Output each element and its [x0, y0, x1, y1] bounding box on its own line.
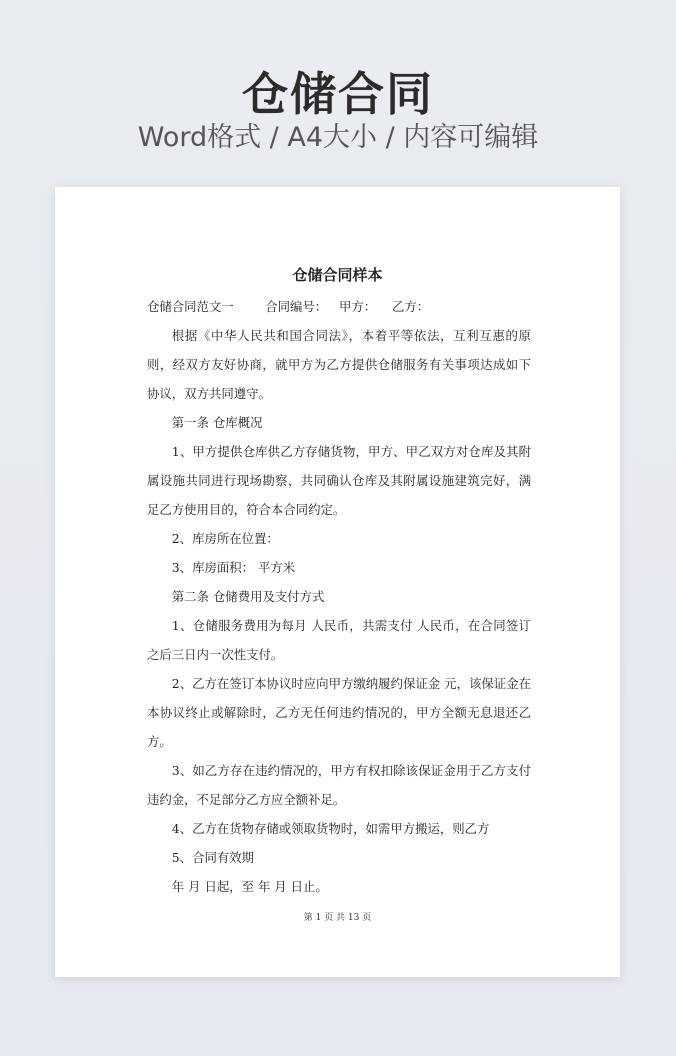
article-heading-2: 第二条 仓储费用及支付方式: [171, 589, 325, 604]
paragraph-clause: 1、甲方提供仓库供乙方存储货物，甲方、甲乙双方对仓库及其附属设施共同进行现场勘察，共同确认仓库及其附属设施建筑完好，满足乙方使用目的，符合本合同约定。: [147, 444, 531, 517]
banner-subtitle: Word格式 / A4大小 / 内容可编辑: [137, 122, 539, 153]
paragraph-clause: 2、库房所在位置：: [171, 531, 279, 546]
paragraph-clause: 2、乙方在签订本协议时应向甲方缴纳履约保证金 元，该保证金在本协议终止或解除时，乙方无任何违约情况的，甲方全额无息退还乙方。: [147, 676, 531, 749]
paragraph-clause: 3、库房面积： 平方米: [171, 560, 296, 575]
page-number: 第 1 页 共 13 页: [303, 913, 372, 923]
paragraph-clause: 5、合同有效期: [171, 850, 255, 865]
paragraph-clause: 4、乙方在货物存储或领取货物时，如需甲方搬运，则乙方: [171, 821, 490, 836]
banner-title: 仓储合同: [242, 67, 434, 121]
paragraph-preamble: 根据《中华人民共和国合同法》，本着平等依法，互利互惠的原则，经双方友好协商，就甲方为乙方提供仓储服务有关事项达成如下协议，双方共同遵守。: [147, 328, 531, 401]
article-heading-1: 第一条 仓库概况: [171, 415, 263, 430]
paragraph-clause: 3、如乙方存在违约情况的，甲方有权扣除该保证金用于乙方支付违约金，不足部分乙方应全额补足。: [147, 763, 531, 807]
paragraph-clause: 1、仓储服务费用为每月 人民币，共需支付 人民币，在合同签订之后三日内一次性支付。: [147, 618, 531, 662]
document-title: 仓储合同样本: [292, 266, 383, 284]
document-body: [147, 292, 531, 901]
contract-meta-line: 仓储合同范文一 合同编号： 甲方： 乙方：: [147, 299, 430, 314]
paragraph-clause: 年 月 日起，至 年 月 日止。: [171, 879, 328, 894]
document-page: [55, 187, 620, 977]
